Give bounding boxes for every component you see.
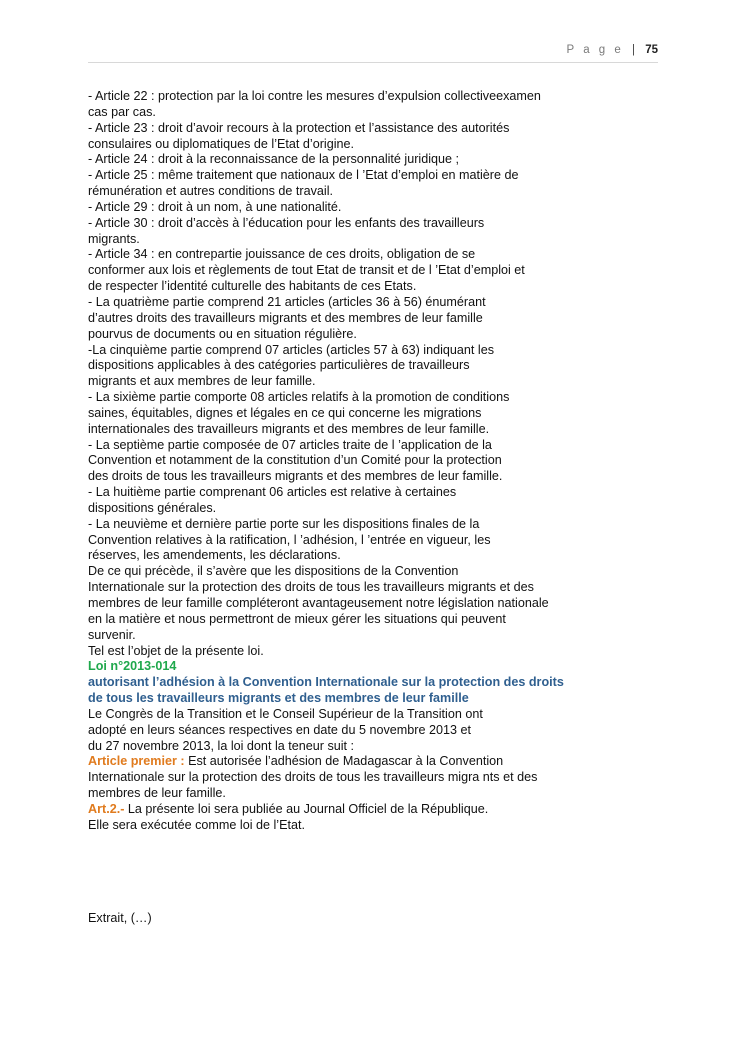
body-line: Convention relatives à la ratification, l ’adhésion, l ’entrée en vigueur, les [88, 532, 491, 547]
body-line: en la matière et nous permettront de mieux gérer les situations qui peuvent [88, 611, 506, 626]
body-line: Convention et notamment de la constitution d’un Comité pour la protection [88, 453, 502, 468]
article-1 [88, 754, 668, 770]
body-line: conformer aux lois et règlements de tout Etat de transit et de l ’Etat d’emploi et [88, 263, 525, 278]
body-line: - La huitième partie comprenant 06 articles est relative à certaines [88, 485, 457, 500]
body-line: réserves, les amendements, les déclarations. [88, 548, 341, 563]
body-line: - Article 34 : en contrepartie jouissance de ces droits, obligation de se [88, 247, 476, 262]
body-line: rémunération et autres conditions de travail. [88, 184, 334, 199]
article-1-label: Article premier : [88, 754, 185, 769]
page-separator: | [632, 44, 635, 56]
body-line: -La cinquième partie comprend 07 articles (articles 57 à 63) indiquant les [88, 342, 495, 357]
body-line: - Article 22 : protection par la loi contre les mesures d’expulsion collectiveexamen [88, 89, 541, 103]
body-line: - Article 24 : droit à la reconnaissance de la personnalité juridique ; [88, 152, 460, 167]
body-line: Tel est l’objet de la présente loi. [88, 643, 264, 658]
body-line: internationales des travailleurs migrants et des membres de leur famille. [88, 421, 490, 436]
body-line: consulaires ou diplomatiques de l’Etat d’origine. [88, 136, 355, 151]
article-2-label: Art.2.- [88, 801, 125, 816]
law-number: Loi n°2013-014 [88, 659, 177, 674]
page-number: 75 [645, 44, 658, 56]
body-line: de respecter l’identité culturelle des habitants de ces Etats. [88, 279, 417, 294]
extract-note: Extrait, (…) [88, 911, 152, 925]
page-header [88, 44, 658, 63]
preamble-line: adopté en leurs séances respectives en date du 5 novembre 2013 et [88, 722, 471, 737]
page-word: P a g e [566, 44, 624, 56]
preamble-line: Le Congrès de la Transition et le Conseil Supérieur de la Transition ont [88, 706, 483, 721]
body-line: des droits de tous les travailleurs migrants et des membres de leur famille. [88, 469, 503, 484]
body-line: - La neuvième et dernière partie porte sur les dispositions finales de la [88, 516, 480, 531]
body-line: migrants. [88, 231, 140, 246]
body-line: - Article 29 : droit à un nom, à une nationalité. [88, 199, 342, 214]
body-line: survenir. [88, 627, 136, 642]
article-1-text: Est autorisée l’adhésion de Madagascar à la Convention [184, 754, 504, 769]
body-line: d’autres droits des travailleurs migrants et des membres de leur famille [88, 310, 483, 325]
document-body [88, 89, 668, 834]
article-1-line: Internationale sur la protection des droits de tous les travailleurs migra nts et des [88, 770, 538, 785]
article-2 [88, 802, 668, 818]
body-line: cas par cas. [88, 104, 156, 119]
body-line: - La quatrième partie comprend 21 articles (articles 36 à 56) énumérant [88, 294, 486, 309]
article-2-text: La présente loi sera publiée au Journal Officiel de la République. [124, 801, 489, 816]
article-2-line: Elle sera exécutée comme loi de l’Etat. [88, 817, 305, 832]
body-line: dispositions générales. [88, 500, 217, 515]
body-line: - La sixième partie comporte 08 articles relatifs à la promotion de conditions [88, 390, 510, 405]
body-line: migrants et aux membres de leur famille. [88, 374, 316, 389]
law-title-line: autorisant l’adhésion à la Convention Internationale sur la protection des droits [88, 675, 564, 690]
body-line: saines, équitables, dignes et légales en ce qui concerne les migrations [88, 405, 482, 420]
body-line: - La septième partie composée de 07 articles traite de l ’application de la [88, 437, 492, 452]
body-line: Internationale sur la protection des droits de tous les travailleurs migrants et des [88, 580, 534, 595]
preamble-line: du 27 novembre 2013, la loi dont la teneur suit : [88, 738, 355, 753]
body-line: - Article 23 : droit d’avoir recours à la protection et l’assistance des autorités [88, 120, 510, 135]
body-line: pourvus de documents ou en situation régulière. [88, 326, 357, 341]
body-line: De ce qui précède, il s’avère que les dispositions de la Convention [88, 564, 459, 579]
body-line: - Article 25 : même traitement que nationaux de l ’Etat d’emploi en matière de [88, 168, 519, 183]
article-1-line: membres de leur famille. [88, 786, 226, 801]
body-line: membres de leur famille compléteront avantageusement notre législation nationale [88, 596, 549, 610]
law-title-line: de tous les travailleurs migrants et des membres de leur famille [88, 691, 469, 706]
body-line: - Article 30 : droit d’accès à l’éducation pour les enfants des travailleurs [88, 215, 485, 230]
body-line: dispositions applicables à des catégories particulières de travailleurs [88, 358, 470, 373]
